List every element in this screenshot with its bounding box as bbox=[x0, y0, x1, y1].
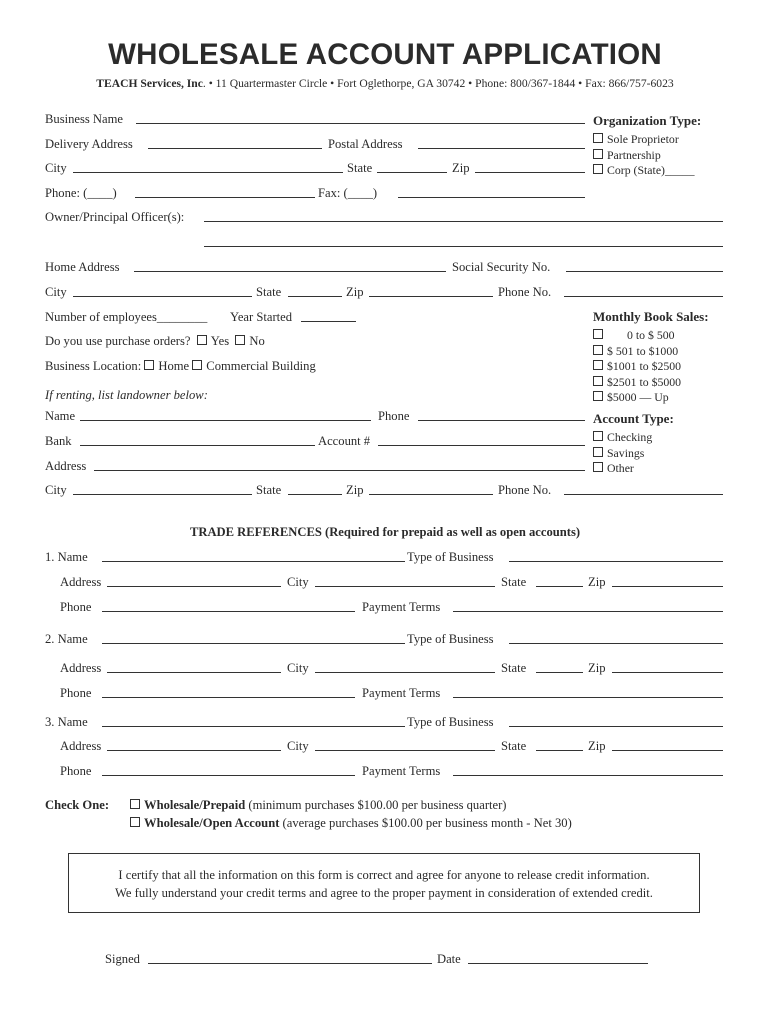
certification-line-1: I certify that all the information on this form is correct and agree for anyone to release credit information. bbox=[118, 868, 650, 882]
ref3-city-field[interactable] bbox=[315, 750, 495, 751]
ref3-type-label: Type of Business bbox=[407, 715, 494, 729]
corp-label: Corp (State)_____ bbox=[607, 163, 695, 177]
zip-label: Zip bbox=[452, 161, 470, 175]
ref3-state-label: State bbox=[501, 739, 527, 753]
form-title: WHOLESALE ACCOUNT APPLICATION bbox=[108, 38, 662, 71]
ref2-city-field[interactable] bbox=[315, 672, 495, 673]
home-address-label: Home Address bbox=[45, 260, 120, 274]
ref2-zip-label: Zip bbox=[588, 661, 606, 675]
ref1-terms-field[interactable] bbox=[453, 611, 723, 612]
home-address-field[interactable] bbox=[134, 271, 446, 272]
ref1-terms-label: Payment Terms bbox=[362, 600, 441, 614]
ref2-phone-field[interactable] bbox=[102, 697, 355, 698]
renting-note: If renting, list landowner below: bbox=[45, 388, 208, 402]
org-corp bbox=[593, 164, 694, 177]
corp-checkbox[interactable] bbox=[593, 164, 603, 174]
signature-field[interactable] bbox=[148, 963, 432, 964]
ref3-terms-label: Payment Terms bbox=[362, 764, 441, 778]
ssn-field[interactable] bbox=[566, 271, 723, 272]
account-other bbox=[593, 462, 634, 475]
open-account-label: Wholesale/Open Account bbox=[144, 816, 280, 830]
trade-references-heading: TRADE REFERENCES (Required for prepaid as well as open accounts) bbox=[189, 525, 581, 539]
delivery-address-field[interactable] bbox=[148, 148, 322, 149]
ref2-address-field[interactable] bbox=[107, 672, 281, 673]
owner-label: Owner/Principal Officer(s): bbox=[45, 210, 185, 224]
sales-tier-5-checkbox[interactable] bbox=[593, 391, 603, 401]
ref1-address-label: Address bbox=[60, 575, 102, 589]
home-state-field[interactable] bbox=[288, 296, 342, 297]
ref2-type-field[interactable] bbox=[509, 643, 723, 644]
sales-tier-3-label: $1001 to $2500 bbox=[607, 359, 682, 373]
savings-label: Savings bbox=[607, 446, 645, 460]
purchase-orders-question bbox=[45, 335, 265, 348]
partnership-checkbox[interactable] bbox=[593, 149, 603, 159]
ref2-zip-field[interactable] bbox=[612, 672, 723, 673]
business-name-label: Business Name bbox=[45, 112, 124, 126]
ref3-address-label: Address bbox=[60, 739, 102, 753]
org-type-heading: Organization Type: bbox=[593, 113, 702, 128]
ref2-state-label: State bbox=[501, 661, 527, 675]
ref2-address-label: Address bbox=[60, 661, 102, 675]
home-state-label: State bbox=[256, 285, 282, 299]
ref1-state-field[interactable] bbox=[536, 586, 583, 587]
ref3-zip-label: Zip bbox=[588, 739, 606, 753]
date-label: Date bbox=[437, 952, 461, 966]
commercial-label: Commercial Building bbox=[206, 359, 316, 373]
ref3-zip-field[interactable] bbox=[612, 750, 723, 751]
fax-field[interactable] bbox=[398, 197, 585, 198]
check-one-label: Check One: bbox=[45, 798, 110, 812]
monthly-sales-heading: Monthly Book Sales: bbox=[593, 309, 709, 324]
zip-field[interactable] bbox=[475, 172, 585, 173]
company-address: . • 11 Quartermaster Circle • Fort Oglethorpe, GA 30742 • Phone: 800/367-1844 • Fax: 866/757-6023 bbox=[202, 77, 674, 90]
prepaid-option bbox=[130, 799, 507, 812]
employees-label[interactable]: Number of employees________ bbox=[45, 310, 208, 324]
prepaid-terms: (minimum purchases $100.00 per business quarter) bbox=[248, 798, 507, 812]
bank-zip-field[interactable] bbox=[369, 494, 493, 495]
ref1-city-label: City bbox=[287, 575, 309, 589]
no-checkbox[interactable] bbox=[235, 335, 245, 345]
home-phone-label: Phone No. bbox=[498, 285, 552, 299]
sales-tier-5 bbox=[593, 391, 669, 404]
open-account-checkbox[interactable] bbox=[130, 817, 140, 827]
sales-tier-2-label: $ 501 to $1000 bbox=[607, 344, 679, 358]
bank-zip-label: Zip bbox=[346, 483, 364, 497]
bank-phone-field[interactable] bbox=[564, 494, 723, 495]
ref1-type-field[interactable] bbox=[509, 561, 723, 562]
ref3-address-field[interactable] bbox=[107, 750, 281, 751]
org-sole-proprietor bbox=[593, 133, 679, 146]
delivery-address-label: Delivery Address bbox=[45, 137, 133, 151]
sole-proprietor-label: Sole Proprietor bbox=[607, 132, 679, 146]
ref2-terms-field[interactable] bbox=[453, 697, 723, 698]
city-field[interactable] bbox=[73, 172, 343, 173]
account-checking bbox=[593, 431, 652, 444]
bank-city-field[interactable] bbox=[73, 494, 252, 495]
ref1-state-label: State bbox=[501, 575, 527, 589]
owner-field-1[interactable] bbox=[204, 221, 723, 222]
state-field[interactable] bbox=[377, 172, 447, 173]
company-info bbox=[0, 78, 770, 90]
org-partnership bbox=[593, 149, 661, 162]
ref1-phone-label: Phone bbox=[60, 600, 92, 614]
checking-label: Checking bbox=[607, 430, 653, 444]
bank-label: Bank bbox=[45, 434, 72, 448]
ref3-name-field[interactable] bbox=[102, 726, 405, 727]
bank-city-label: City bbox=[45, 483, 67, 497]
home-zip-field[interactable] bbox=[369, 296, 493, 297]
sales-tier-5-label: $5000 — Up bbox=[607, 390, 669, 404]
other-label: Other bbox=[607, 461, 634, 475]
sales-tier-4-checkbox[interactable] bbox=[593, 376, 603, 386]
account-savings bbox=[593, 447, 644, 460]
ref2-city-label: City bbox=[287, 661, 309, 675]
bank-field[interactable] bbox=[80, 445, 315, 446]
sales-tier-4-label: $2501 to $5000 bbox=[607, 375, 682, 389]
home-phone-field[interactable] bbox=[564, 296, 723, 297]
sales-tier-3 bbox=[593, 360, 681, 373]
ref2-name-field[interactable] bbox=[102, 643, 405, 644]
ref1-address-field[interactable] bbox=[107, 586, 281, 587]
account-type-heading: Account Type: bbox=[593, 411, 674, 426]
account-field[interactable] bbox=[378, 445, 585, 446]
ref2-phone-label: Phone bbox=[60, 686, 92, 700]
home-checkbox[interactable] bbox=[144, 360, 154, 370]
ref1-zip-label: Zip bbox=[588, 575, 606, 589]
yes-checkbox[interactable] bbox=[197, 335, 207, 345]
home-city-label: City bbox=[45, 285, 67, 299]
ref3-type-field[interactable] bbox=[509, 726, 723, 727]
business-location-label: Business Location: bbox=[45, 359, 142, 373]
postal-address-field[interactable] bbox=[418, 148, 585, 149]
ref2-type-label: Type of Business bbox=[407, 632, 494, 646]
account-label: Account # bbox=[318, 434, 371, 448]
ref1-phone-field[interactable] bbox=[102, 611, 355, 612]
sales-tier-3-checkbox[interactable] bbox=[593, 360, 603, 370]
sales-tier-4 bbox=[593, 376, 681, 389]
bank-state-label: State bbox=[256, 483, 282, 497]
year-started-label: Year Started bbox=[230, 310, 293, 324]
ref3-phone-label: Phone bbox=[60, 764, 92, 778]
bank-state-field[interactable] bbox=[288, 494, 342, 495]
prepaid-label: Wholesale/Prepaid bbox=[144, 798, 246, 812]
ref3-terms-field[interactable] bbox=[453, 775, 723, 776]
phone-label: Phone: (____) bbox=[45, 186, 117, 200]
ref1-name-field[interactable] bbox=[102, 561, 405, 562]
partnership-label: Partnership bbox=[607, 148, 661, 162]
prepaid-checkbox[interactable] bbox=[130, 799, 140, 809]
landowner-phone-field[interactable] bbox=[418, 420, 585, 421]
ref3-name-label: 3. Name bbox=[45, 715, 88, 729]
phone-field[interactable] bbox=[135, 197, 315, 198]
ref1-zip-field[interactable] bbox=[612, 586, 723, 587]
ref1-type-label: Type of Business bbox=[407, 550, 494, 564]
sales-tier-2 bbox=[593, 345, 678, 358]
sales-tier-2-checkbox[interactable] bbox=[593, 345, 603, 355]
certification-box bbox=[68, 853, 700, 913]
ref3-city-label: City bbox=[287, 739, 309, 753]
open-account-terms: (average purchases $100.00 per business month - Net 30) bbox=[282, 816, 572, 830]
landowner-name-label: Name bbox=[45, 409, 76, 423]
ref1-city-field[interactable] bbox=[315, 586, 495, 587]
ref2-name-label: 2. Name bbox=[45, 632, 88, 646]
date-field[interactable] bbox=[468, 963, 648, 964]
sales-tier-1 bbox=[593, 329, 675, 342]
commercial-checkbox[interactable] bbox=[192, 360, 202, 370]
bank-phone-label: Phone No. bbox=[498, 483, 552, 497]
state-label: State bbox=[347, 161, 373, 175]
business-location bbox=[45, 360, 316, 373]
certification-line-2: We fully understand your credit terms and agree to the proper payment in consideration of extended credit. bbox=[115, 886, 653, 900]
other-checkbox[interactable] bbox=[593, 462, 603, 472]
year-started-field[interactable] bbox=[301, 321, 356, 322]
business-name-field[interactable] bbox=[136, 123, 585, 124]
company-name: TEACH Services, Inc bbox=[96, 77, 203, 90]
postal-address-label: Postal Address bbox=[328, 137, 403, 151]
signed-label: Signed bbox=[105, 952, 140, 966]
ref1-name-label: 1. Name bbox=[45, 550, 88, 564]
owner-field-2[interactable] bbox=[204, 246, 723, 247]
ref3-phone-field[interactable] bbox=[102, 775, 355, 776]
open-account-option bbox=[130, 817, 572, 830]
checking-checkbox[interactable] bbox=[593, 431, 603, 441]
no-label: No bbox=[249, 334, 265, 348]
home-label: Home bbox=[158, 359, 190, 373]
landowner-phone-label: Phone bbox=[378, 409, 410, 423]
ssn-label: Social Security No. bbox=[452, 260, 551, 274]
fax-label: Fax: (____) bbox=[318, 186, 378, 200]
home-city-field[interactable] bbox=[73, 296, 252, 297]
city-label: City bbox=[45, 161, 67, 175]
sales-tier-1-checkbox[interactable] bbox=[593, 329, 603, 339]
yes-label: Yes bbox=[210, 334, 230, 348]
ref2-terms-label: Payment Terms bbox=[362, 686, 441, 700]
landowner-name-field[interactable] bbox=[80, 420, 371, 421]
sole-proprietor-checkbox[interactable] bbox=[593, 133, 603, 143]
ref3-state-field[interactable] bbox=[536, 750, 583, 751]
purchase-orders-label: Do you use purchase orders? bbox=[45, 334, 191, 348]
home-zip-label: Zip bbox=[346, 285, 364, 299]
sales-tier-1-label: 0 to $ 500 bbox=[627, 328, 675, 342]
ref2-state-field[interactable] bbox=[536, 672, 583, 673]
bank-address-label: Address bbox=[45, 459, 87, 473]
savings-checkbox[interactable] bbox=[593, 447, 603, 457]
bank-address-field[interactable] bbox=[94, 470, 585, 471]
